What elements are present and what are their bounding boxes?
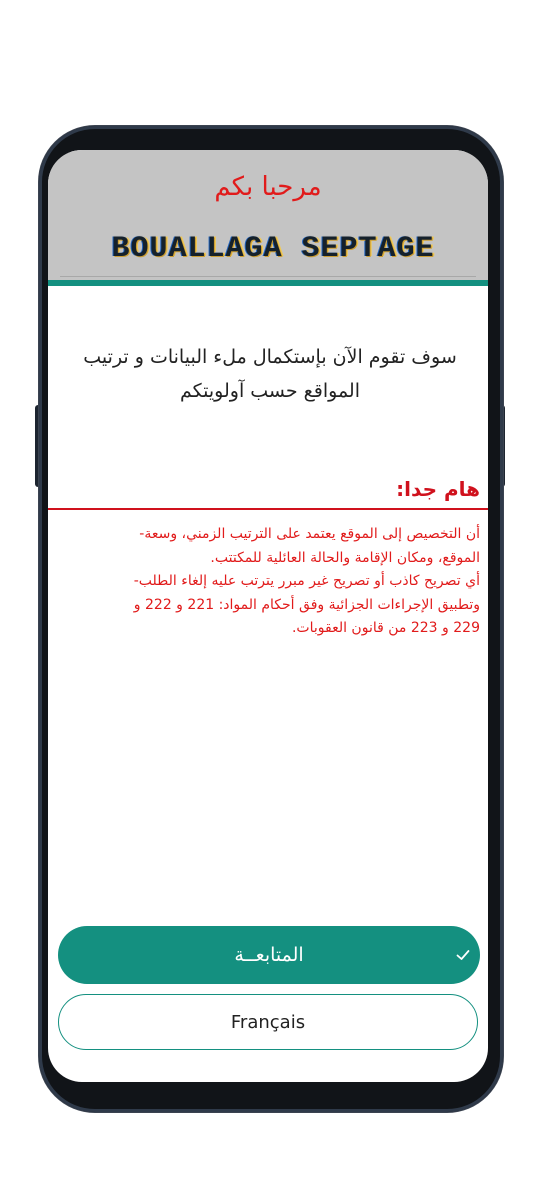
note-line: وتطبيق الإجراءات الجزائية وفق أحكام المواد: 221 و 222 و — [133, 596, 480, 613]
language-button[interactable] — [58, 994, 478, 1050]
logo: BOUALLAGA SEPTAGE — [111, 232, 435, 266]
header-divider — [60, 276, 476, 277]
header — [48, 150, 488, 280]
continue-label: المتابعــة — [234, 944, 304, 966]
note-line: أن التخصيص إلى الموقع يعتمد على الترتيب الزمني، وسعة- — [139, 526, 480, 542]
check-icon — [456, 948, 470, 962]
note-line: 229 و 223 من قانون العقوبات. — [291, 620, 480, 636]
app-screen — [48, 150, 488, 1082]
welcome-title: مرحبا بكم — [214, 172, 322, 202]
intro-text: سوف تقوم الآن بإستكمال ملء البيانات و ترتيب المواقع حسب آولويتكم — [83, 346, 457, 402]
accent-band — [48, 280, 488, 286]
note-line: الموقع، ومكان الإقامة والحالة العائلية للمكتتب. — [210, 549, 480, 566]
language-label: Français — [230, 1011, 306, 1033]
important-divider — [48, 508, 488, 510]
important-title: هام جدا: — [396, 477, 480, 501]
important-note — [58, 523, 480, 641]
note-line: أي تصريح كاذب أو تصريح غير مبرر يترتب عليه إلغاء الطلب- — [133, 573, 480, 589]
continue-button[interactable] — [58, 926, 480, 984]
